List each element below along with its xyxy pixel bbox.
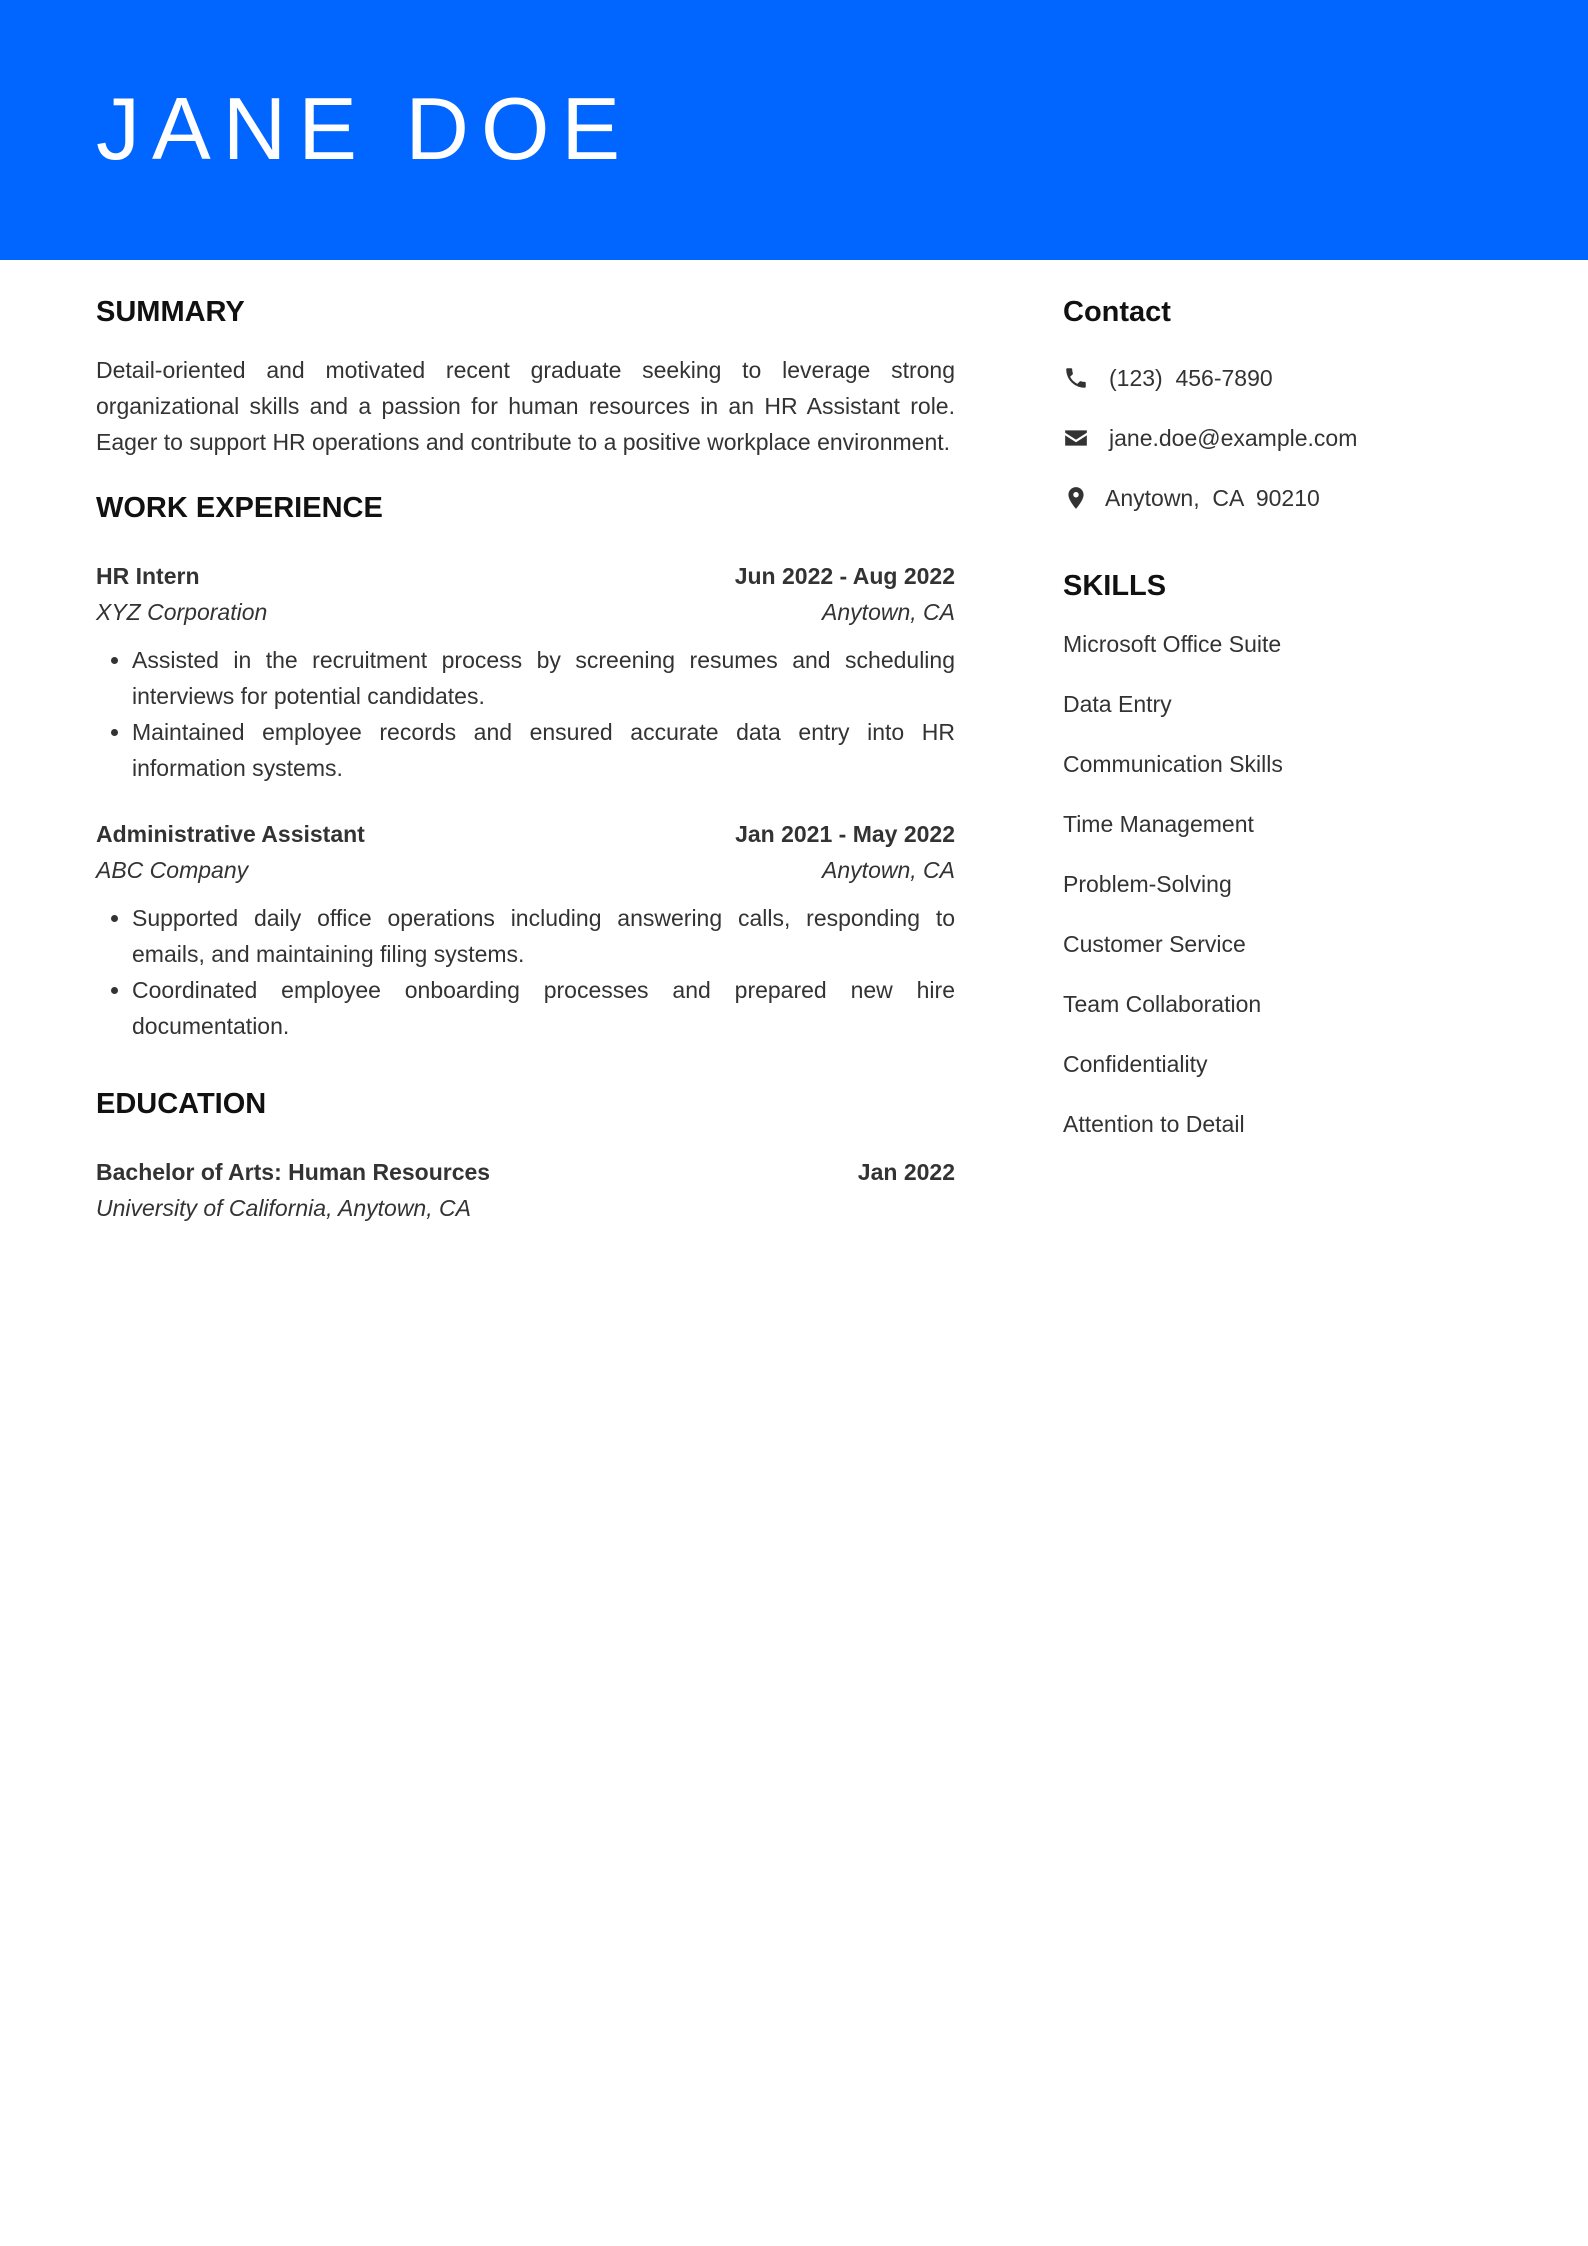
job-location: Anytown, CA [822, 599, 955, 625]
phone-number: (123) 456-7890 [1109, 364, 1273, 391]
skill-item: Data Entry [1063, 691, 1172, 717]
sidebar-column [1063, 292, 1503, 1166]
summary-text: Detail-oriented and motivated recent graduate seeking to leverage strong organizational skills and a passion for human resources in an HR Assistant role. Eager to support HR operations and contribute to a positive workplace environment. [96, 357, 955, 455]
job-bullet: • Supported daily office operations including answering calls, responding to emails, and maintaining filing systems. [132, 900, 955, 972]
email-address: jane.doe@example.com [1109, 424, 1358, 451]
skill-item: Customer Service [1063, 931, 1246, 957]
job-entry [96, 816, 955, 1044]
map-pin-icon [1063, 485, 1085, 511]
degree: Bachelor of Arts: Human Resources [96, 1159, 491, 1185]
job-company: ABC Company [96, 857, 249, 883]
job-title: HR Intern [96, 563, 200, 589]
contact-phone [1063, 360, 1503, 396]
job-company: XYZ Corporation [96, 599, 268, 625]
job-dates: Jun 2022 - Aug 2022 [734, 563, 955, 589]
skills-heading: SKILLS [1063, 570, 1167, 602]
skill-item: Confidentiality [1063, 1051, 1208, 1077]
job-bullets [96, 642, 955, 786]
work-experience-heading: WORK EXPERIENCE [96, 492, 383, 524]
contact-list [1063, 360, 1503, 516]
job-bullets [96, 900, 955, 1044]
skill-item: Attention to Detail [1063, 1111, 1245, 1137]
contact-section [1063, 292, 1503, 516]
skill-item: Communication Skills [1063, 751, 1283, 777]
skills-section [1063, 566, 1503, 1142]
skill-item: Problem-Solving [1063, 871, 1232, 897]
summary-section [96, 292, 955, 460]
job-dates: Jan 2021 - May 2022 [735, 821, 955, 847]
education-entry [96, 1154, 955, 1226]
header-banner [0, 0, 1588, 260]
phone-icon [1063, 365, 1089, 391]
job-title: Administrative Assistant [96, 821, 365, 847]
skill-item: Team Collaboration [1063, 991, 1262, 1017]
job-bullet: • Coordinated employee onboarding processes and prepared new hire documentation. [132, 972, 955, 1044]
main-column [96, 292, 955, 1226]
contact-email [1063, 420, 1503, 456]
skill-item: Time Management [1063, 811, 1254, 837]
job-location: Anytown, CA [822, 857, 955, 883]
job-entry [96, 558, 955, 786]
contact-address [1063, 480, 1503, 516]
envelope-icon [1063, 425, 1089, 451]
job-bullet: • Maintained employee records and ensured accurate data entry into HR information systems. [132, 714, 955, 786]
skills-list [1063, 626, 1503, 1142]
summary-heading: SUMMARY [96, 296, 245, 328]
work-experience-section [96, 488, 955, 1044]
education-section [96, 1084, 955, 1226]
education-heading: EDUCATION [96, 1088, 267, 1120]
graduation-date: Jan 2022 [857, 1159, 955, 1185]
skill-item: Microsoft Office Suite [1063, 631, 1282, 657]
school: University of California, Anytown, CA [96, 1195, 471, 1221]
contact-heading: Contact [1063, 296, 1171, 328]
address: Anytown, CA 90210 [1105, 484, 1320, 511]
candidate-name: JANE DOE [96, 79, 633, 178]
job-bullet: • Assisted in the recruitment process by screening resumes and scheduling interviews for potential candidates. [132, 642, 955, 714]
